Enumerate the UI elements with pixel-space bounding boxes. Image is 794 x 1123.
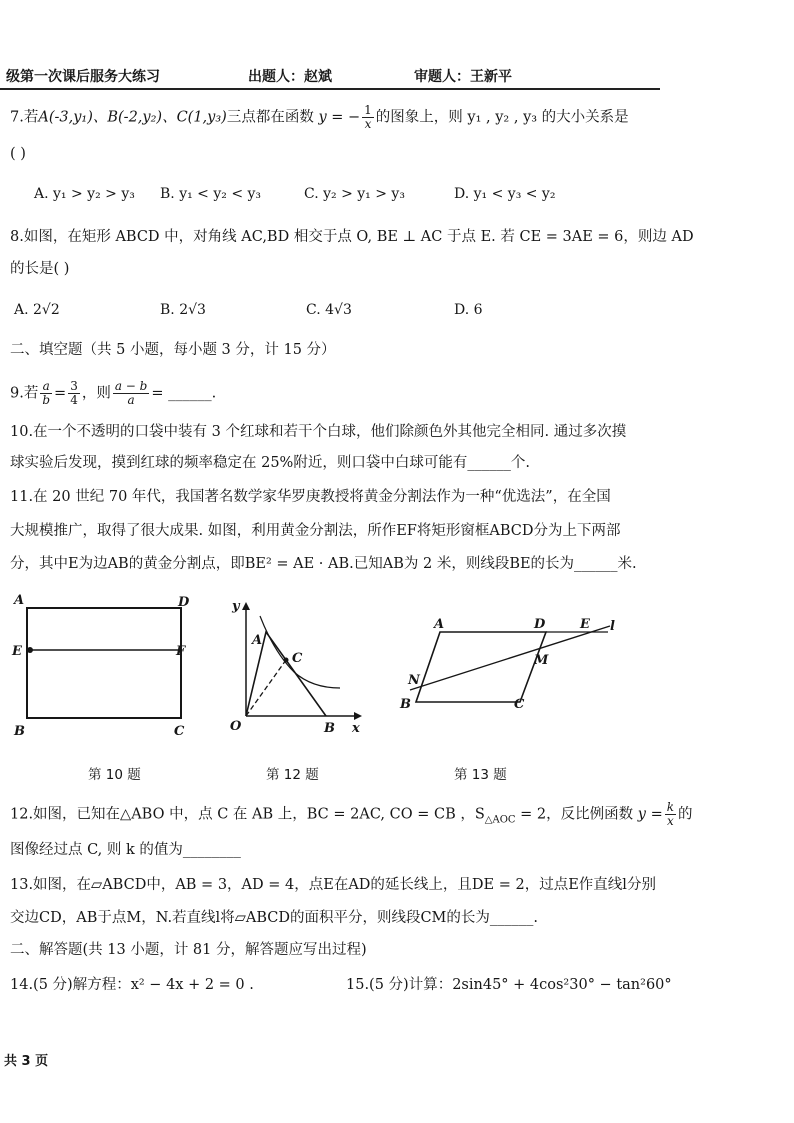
fraction-1-over-x: $\frac{1}{x}$ <box>364 103 372 131</box>
label-l: l <box>610 619 615 634</box>
figure-13 <box>396 606 624 726</box>
label-f: F <box>176 644 186 659</box>
x-axis-arrow <box>354 712 362 720</box>
label-d: D <box>178 595 190 610</box>
question-11-line3: 分，其中E为边AB的黄金分割点，即BE² = AE · AB.已知AB为 2 米，则线段BE的长为______米. <box>10 556 637 572</box>
label-a: A <box>434 617 445 632</box>
question-8-line1: 8.如图，在矩形 ABCD 中，对角线 AC,BD 相交于点 O, BE ⊥ AC 于点 E. 若 CE = 3AE = 6，则边 AD <box>10 229 694 245</box>
caption-figure-10: 第 10 题 <box>88 767 141 783</box>
label-n: N <box>408 673 420 688</box>
line-l <box>410 626 610 690</box>
question-15: 15.(5 分)计算：2sin45° + 4cos²30° − tan²60° <box>346 977 672 993</box>
label-b: B <box>400 697 411 712</box>
figure-12 <box>222 592 372 744</box>
label-x: x <box>352 721 360 736</box>
label-b: B <box>324 721 335 736</box>
label-e: E <box>12 644 22 659</box>
page-header <box>0 62 660 90</box>
label-a: A <box>252 633 263 648</box>
q7-option-a: A. y₁ > y₂ > y₃ <box>34 186 135 202</box>
label-m: M <box>534 653 549 668</box>
q7-option-d: D. y₁ < y₃ < y₂ <box>454 186 556 202</box>
question-14: 14.(5 分)解方程：x² − 4x + 2 = 0 . <box>10 977 254 993</box>
label-c: C <box>174 724 185 739</box>
page-footer: 共 3 页 <box>4 1054 49 1069</box>
question-10-line2: 球实验后发现，摸到红球的频率稳定在 25%附近，则口袋中白球可能有______个. <box>10 455 530 471</box>
q7-option-b: B. y₁ < y₂ < y₃ <box>160 186 262 202</box>
question-9: 9.若 $\frac{a}{b}$ = $\frac{3}{4}$ ，则 $\frac{a - b}{a}$ = ______. <box>10 379 217 407</box>
author: 出题人：赵斌 <box>248 69 332 85</box>
question-13-line1: 13.如图，在▱ABCD中，AB = 3，AD = 4，点E在AD的延长线上，且DE = 2，过点E作直线l分别 <box>10 877 656 893</box>
q8-option-d: D. 6 <box>454 302 483 318</box>
q8-option-c: C. 4√3 <box>306 302 352 318</box>
y-axis-arrow <box>242 602 250 610</box>
exam-title: 级第一次课后服务大练习 <box>6 69 160 85</box>
point-c-dot <box>284 658 289 663</box>
label-e: E <box>580 617 590 632</box>
question-8-line2: 的长是( ) <box>10 261 70 277</box>
question-12-line1: 12.如图，已知在△ABO 中，点 C 在 AB 上，BC = 2AC, CO = CB ，$S_{\triangle AOC} = 2$，反比例函数 y = $\frac{k}{x}$ 的 <box>10 800 693 828</box>
q8-option-b: B. 2√3 <box>160 302 206 318</box>
question-11-line1: 11.在 20 世纪 70 年代，我国著名数学家华罗庚教授将黄金分割法作为一种“优选法”，在全国 <box>10 489 611 505</box>
question-13-line2: 交边CD，AB于点M，N.若直线l将▱ABCD的面积平分，则线段CM的长为______. <box>10 910 539 926</box>
point-e-dot <box>27 647 33 653</box>
question-7-paren: ( ) <box>10 146 26 162</box>
label-c: C <box>292 651 303 666</box>
rectangle-abcd <box>27 608 181 718</box>
q8-option-a: A. 2√2 <box>14 302 60 318</box>
label-b: B <box>14 724 25 739</box>
label-a: A <box>14 593 25 608</box>
q7-option-c: C. y₂ > y₁ > y₃ <box>304 186 405 202</box>
question-12-line2: 图像经过点 C, 则 k 的值为________ <box>10 842 241 858</box>
question-11-line2: 大规模推广，取得了很大成果. 如图，利用黄金分割法，所作EF将矩形窗框ABCD分为上下两部 <box>10 523 621 539</box>
question-10-line1: 10.在一个不透明的口袋中装有 3 个红球和若干个白球，他们除颜色外其他完全相同. 通过多次摸 <box>10 424 627 440</box>
section-solutions: 二、解答题(共 13 小题，计 81 分，解答题应写出过程) <box>10 942 367 958</box>
figure-10 <box>8 592 198 744</box>
caption-figure-12: 第 12 题 <box>266 767 319 783</box>
label-o: O <box>230 719 242 734</box>
label-c: C <box>514 697 525 712</box>
section-fill-in: 二、填空题（共 5 小题，每小题 3 分，计 15 分） <box>10 342 336 358</box>
caption-figure-13: 第 13 题 <box>454 767 507 783</box>
label-d: D <box>534 617 546 632</box>
reviewer: 审题人：王新平 <box>414 69 512 85</box>
question-7-stem: 7.若A(-3,y₁)、B(-2,y₂)、C(1,y₃)三点都在函数 y = − $\frac{1}{x}$ 的图象上，则 y₁ , y₂ , y₃ 的大小关系是 <box>10 103 629 131</box>
label-y: y <box>232 599 240 614</box>
